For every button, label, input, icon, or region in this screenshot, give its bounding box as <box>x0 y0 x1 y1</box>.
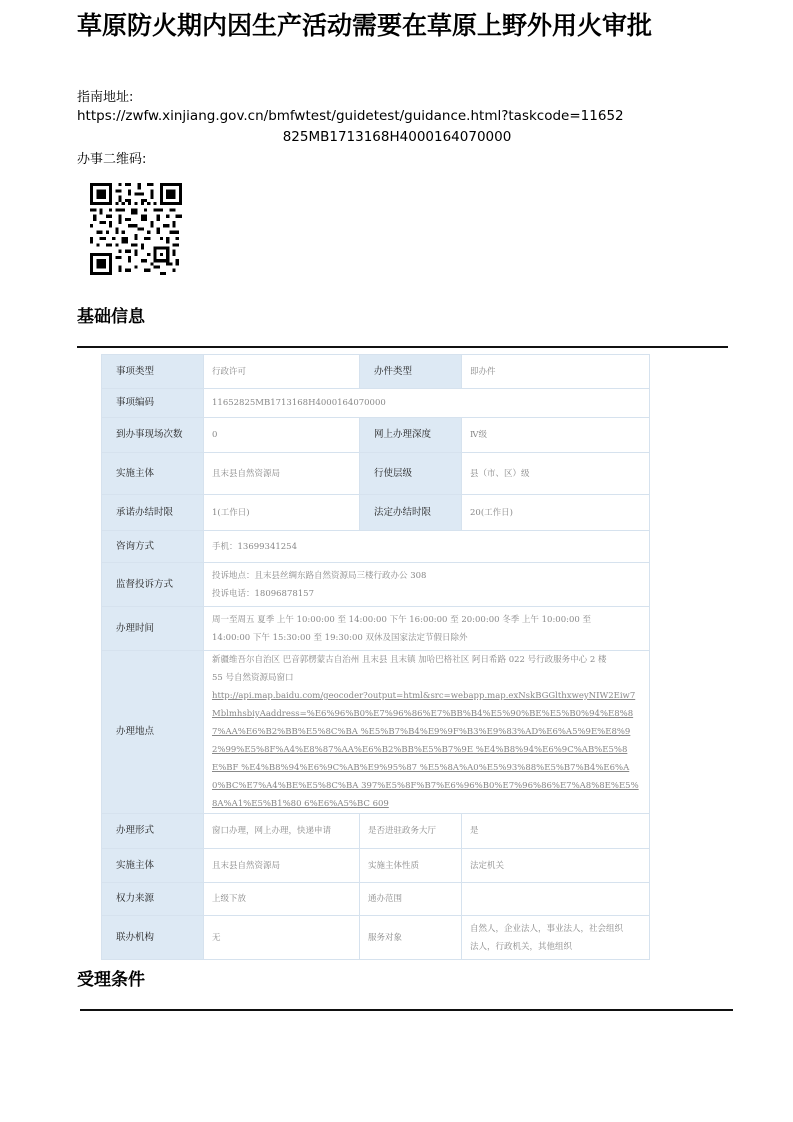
cell-value <box>462 883 650 916</box>
cell-key: 监督投诉方式 <box>102 563 204 607</box>
place-map-link[interactable]: http://api.map.baidu.com/geocoder?output=html&src=webapp.map.exNskBGGlthxweyNIW2Eiw7MblmhsbiyAaddress=%E6%96%B0%E7%96%86%E7%BB%B4%E5%90%BE%E5%B0%94%E8%87%AA%E6%B2%BB%E5%8C%BA %E5%B7%B4%E9%9F%B3%E9%83%AD%E6%A5%9E%E8%92%99%E5%8F%A4%E8%87%AA%E6%B2%BB%E5%B7%9E %E4%B8%94%E6%9C%AB%E5%8E%BF %E4%B8%94%E6%9C%AB%E9%95%87 %E5%8A%A0%E5%93%88%E5%B7%B4%E6%A0%BC%E7%A4%BE%E5%8C%BA 397%E5%8F%B7%E6%96%B0%E7%96%86%E7%A8%8E%E5%8A%A1%E5%B1%80 6%E6%A5%BC 609 <box>212 691 639 809</box>
cell-value: 法定机关 <box>462 849 650 883</box>
table-row <box>102 453 650 495</box>
table-row <box>102 883 650 916</box>
cell-key: 服务对象 <box>360 916 462 960</box>
cell-value <box>204 651 650 814</box>
target-line2: 法人，行政机关，其他组织 <box>470 941 573 952</box>
table-row <box>102 849 650 883</box>
cell-value: 手机：13699341254 <box>204 531 650 563</box>
qr-code-image <box>90 183 182 275</box>
cell-key: 实施主体 <box>102 849 204 883</box>
time-line1: 周一至周五 夏季 上午 10:00:00 至 14:00:00 下午 16:00:00 至 20:00:00 冬季 上午 10:00:00 至 <box>212 614 592 625</box>
cell-key: 事项编码 <box>102 389 204 418</box>
table-row <box>102 355 650 389</box>
cell-key: 事项类型 <box>102 355 204 389</box>
cell-value: 无 <box>204 916 360 960</box>
cell-value: 0 <box>204 418 360 453</box>
cell-value <box>204 607 650 651</box>
qr-label: 办事二维码: <box>77 152 147 167</box>
cell-key: 到办事现场次数 <box>102 418 204 453</box>
cell-value: 上级下放 <box>204 883 360 916</box>
cell-key: 网上办理深度 <box>360 418 462 453</box>
place-line1: 新疆维吾尔自治区 巴音郭楞蒙古自治州 且末县 且末镇 加哈巴格社区 阿日希路 022 号行政服务中心 2 楼 <box>212 655 607 665</box>
cell-value: 窗口办理，网上办理，快递申请 <box>204 814 360 849</box>
cell-value: 1(工作日) <box>204 495 360 531</box>
table-row <box>102 563 650 607</box>
cell-key: 实施主体性质 <box>360 849 462 883</box>
cell-value: Ⅳ级 <box>462 418 650 453</box>
cell-key: 法定办结时限 <box>360 495 462 531</box>
cell-value: 行政许可 <box>204 355 360 389</box>
cell-key: 办理时间 <box>102 607 204 651</box>
section-title-basic: 基础信息 <box>77 307 145 327</box>
cell-key: 权力来源 <box>102 883 204 916</box>
complaint-place: 投诉地点：且末县丝绸东路自然资源局三楼行政办公 308 <box>212 570 427 581</box>
guide-label: 指南地址: <box>77 90 134 105</box>
table-row <box>102 418 650 453</box>
cell-key: 行使层级 <box>360 453 462 495</box>
cell-key: 是否进驻政务大厅 <box>360 814 462 849</box>
time-line2: 14:00:00 下午 15:30:00 至 19:30:00 双休及国家法定节假日除外 <box>212 632 468 643</box>
cell-key: 办件类型 <box>360 355 462 389</box>
page-title: 草原防火期内因生产活动需要在草原上野外用火审批 <box>77 11 653 40</box>
cell-value: 且末县自然资源局 <box>204 849 360 883</box>
cell-key: 通办范围 <box>360 883 462 916</box>
target-line1: 自然人，企业法人，事业法人，社会组织 <box>470 923 624 934</box>
complaint-phone: 投诉电话：18096878157 <box>212 588 314 599</box>
cell-key: 办理地点 <box>102 651 204 814</box>
cell-value: 11652825MB1713168H4000164070000 <box>204 389 650 418</box>
table-row <box>102 389 650 418</box>
cell-value: 即办件 <box>462 355 650 389</box>
cell-key: 联办机构 <box>102 916 204 960</box>
table-row <box>102 495 650 531</box>
table-row <box>102 607 650 651</box>
place-line2: 55 号自然资源局窗口 <box>212 673 294 683</box>
table-row <box>102 531 650 563</box>
cell-value: 是 <box>462 814 650 849</box>
guide-url-link[interactable] <box>77 106 717 148</box>
guide-url-line1: https://zwfw.xinjiang.gov.cn/bmfwtest/guidetest/guidance.html?taskcode=11652 <box>77 108 624 124</box>
table-row <box>102 651 650 814</box>
cell-key: 办理形式 <box>102 814 204 849</box>
cell-key: 咨询方式 <box>102 531 204 563</box>
cell-value: 且末县自然资源局 <box>204 453 360 495</box>
cell-key: 承诺办结时限 <box>102 495 204 531</box>
basic-info-table <box>101 354 650 960</box>
section-title-conditions: 受理条件 <box>77 970 145 990</box>
section-rule-conditions <box>80 1009 733 1011</box>
guide-url-line2: 825MB1713168H4000164070000 <box>282 129 512 145</box>
section-rule-basic <box>77 346 728 348</box>
cell-value: 20(工作日) <box>462 495 650 531</box>
cell-value: 县（市、区）级 <box>462 453 650 495</box>
table-row <box>102 814 650 849</box>
cell-key: 实施主体 <box>102 453 204 495</box>
table-row <box>102 916 650 960</box>
cell-value <box>462 916 650 960</box>
cell-value <box>204 563 650 607</box>
